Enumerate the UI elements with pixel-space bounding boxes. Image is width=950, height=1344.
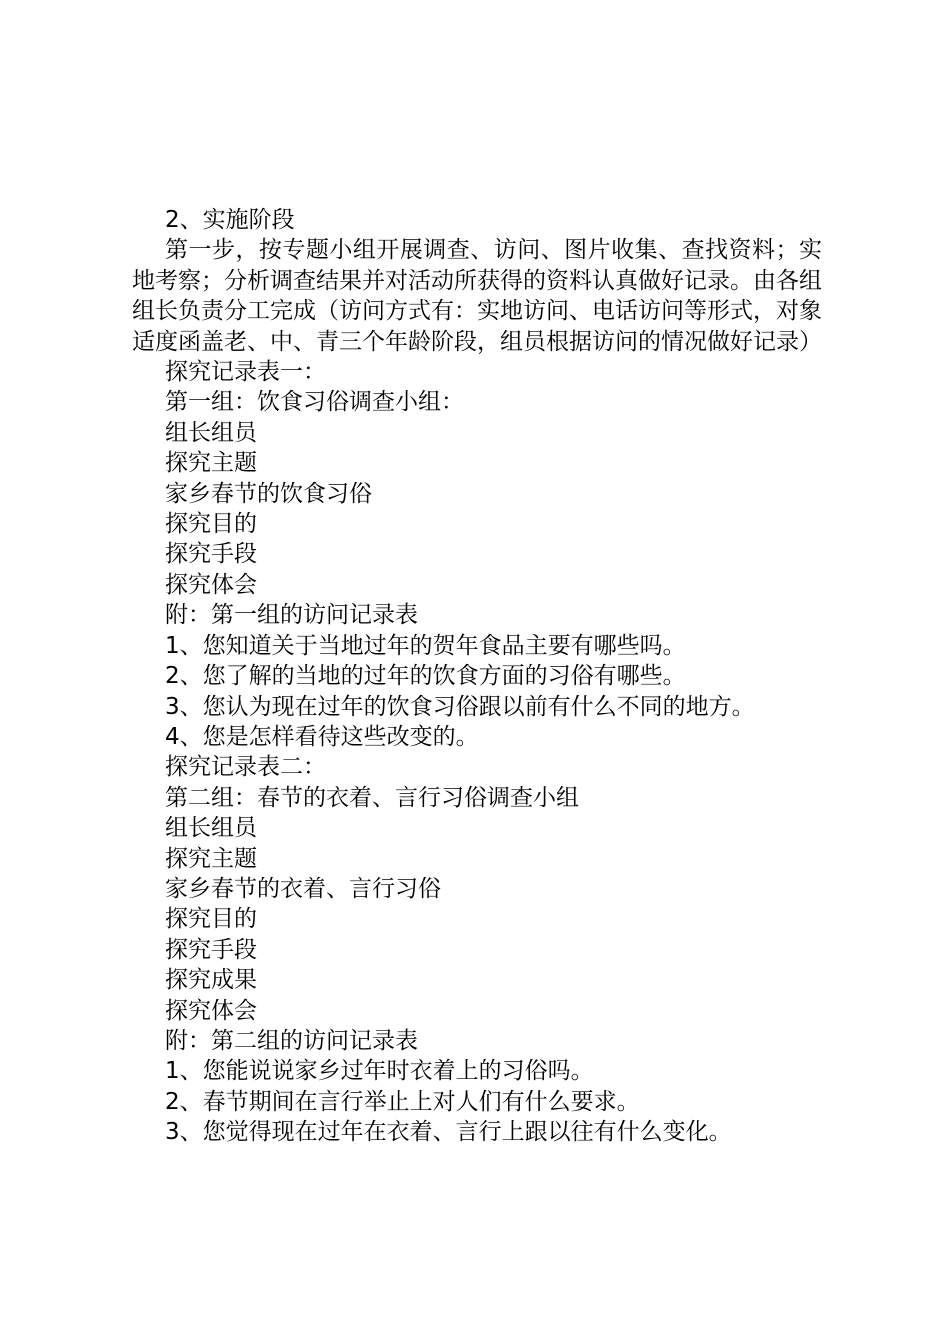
table2-question: 1、您能说说家乡过年时衣着上的习俗吗。 bbox=[165, 1058, 594, 1085]
table1-title: 探究记录表一： bbox=[165, 359, 326, 386]
table2-topic: 家乡春节的衣着、言行习俗 bbox=[165, 875, 441, 902]
document-body bbox=[132, 205, 822, 1148]
table1-experience: 探究体会 bbox=[165, 571, 257, 598]
table1-leader: 组长组员 bbox=[165, 419, 257, 446]
table1-group: 第一组：饮食习俗调查小组： bbox=[165, 389, 464, 416]
table2-title: 探究记录表二： bbox=[165, 754, 326, 781]
table1-topic: 家乡春节的饮食习俗 bbox=[165, 480, 372, 507]
table2-question: 3、您觉得现在过年在衣着、言行上跟以往有什么变化。 bbox=[165, 1119, 732, 1146]
table1-question: 2、您了解的当地的过年的饮食方面的习俗有哪些。 bbox=[165, 663, 686, 690]
table2-purpose: 探究目的 bbox=[165, 906, 257, 933]
table1-question: 4、您是怎样看待这些改变的。 bbox=[165, 723, 479, 750]
table2-appendix: 附：第二组的访问记录表 bbox=[165, 1027, 418, 1054]
table1-purpose: 探究目的 bbox=[165, 511, 257, 538]
table2-result: 探究成果 bbox=[165, 967, 257, 994]
table1-topic-label: 探究主题 bbox=[165, 450, 257, 477]
table2-question: 2、春节期间在言行举止上对人们有什么要求。 bbox=[165, 1088, 640, 1115]
section-heading: 2、实施阶段 bbox=[165, 207, 295, 233]
table2-experience: 探究体会 bbox=[165, 997, 257, 1024]
step-one-paragraph: 第一步，按专题小组开展调查、访问、图片收集、查找资料；实地考察；分析调查结果并对活动所获得的资料认真做好记录。由各组组长负责分工完成（访问方式有：实地访问、电话访问等形式，对象适度函盖老、中、青三个年龄阶段，组员根据访问的情况做好记录） bbox=[132, 237, 822, 355]
table1-appendix: 附：第一组的访问记录表 bbox=[165, 602, 418, 629]
table2-means: 探究手段 bbox=[165, 936, 257, 963]
table1-question: 1、您知道关于当地过年的贺年食品主要有哪些吗。 bbox=[165, 632, 686, 659]
table2-group: 第二组：春节的衣着、言行习俗调查小组 bbox=[165, 784, 579, 811]
table1-question: 3、您认为现在过年的饮食习俗跟以前有什么不同的地方。 bbox=[165, 693, 755, 720]
table1-means: 探究手段 bbox=[165, 541, 257, 568]
table2-topic-label: 探究主题 bbox=[165, 845, 257, 872]
table2-leader: 组长组员 bbox=[165, 815, 257, 842]
